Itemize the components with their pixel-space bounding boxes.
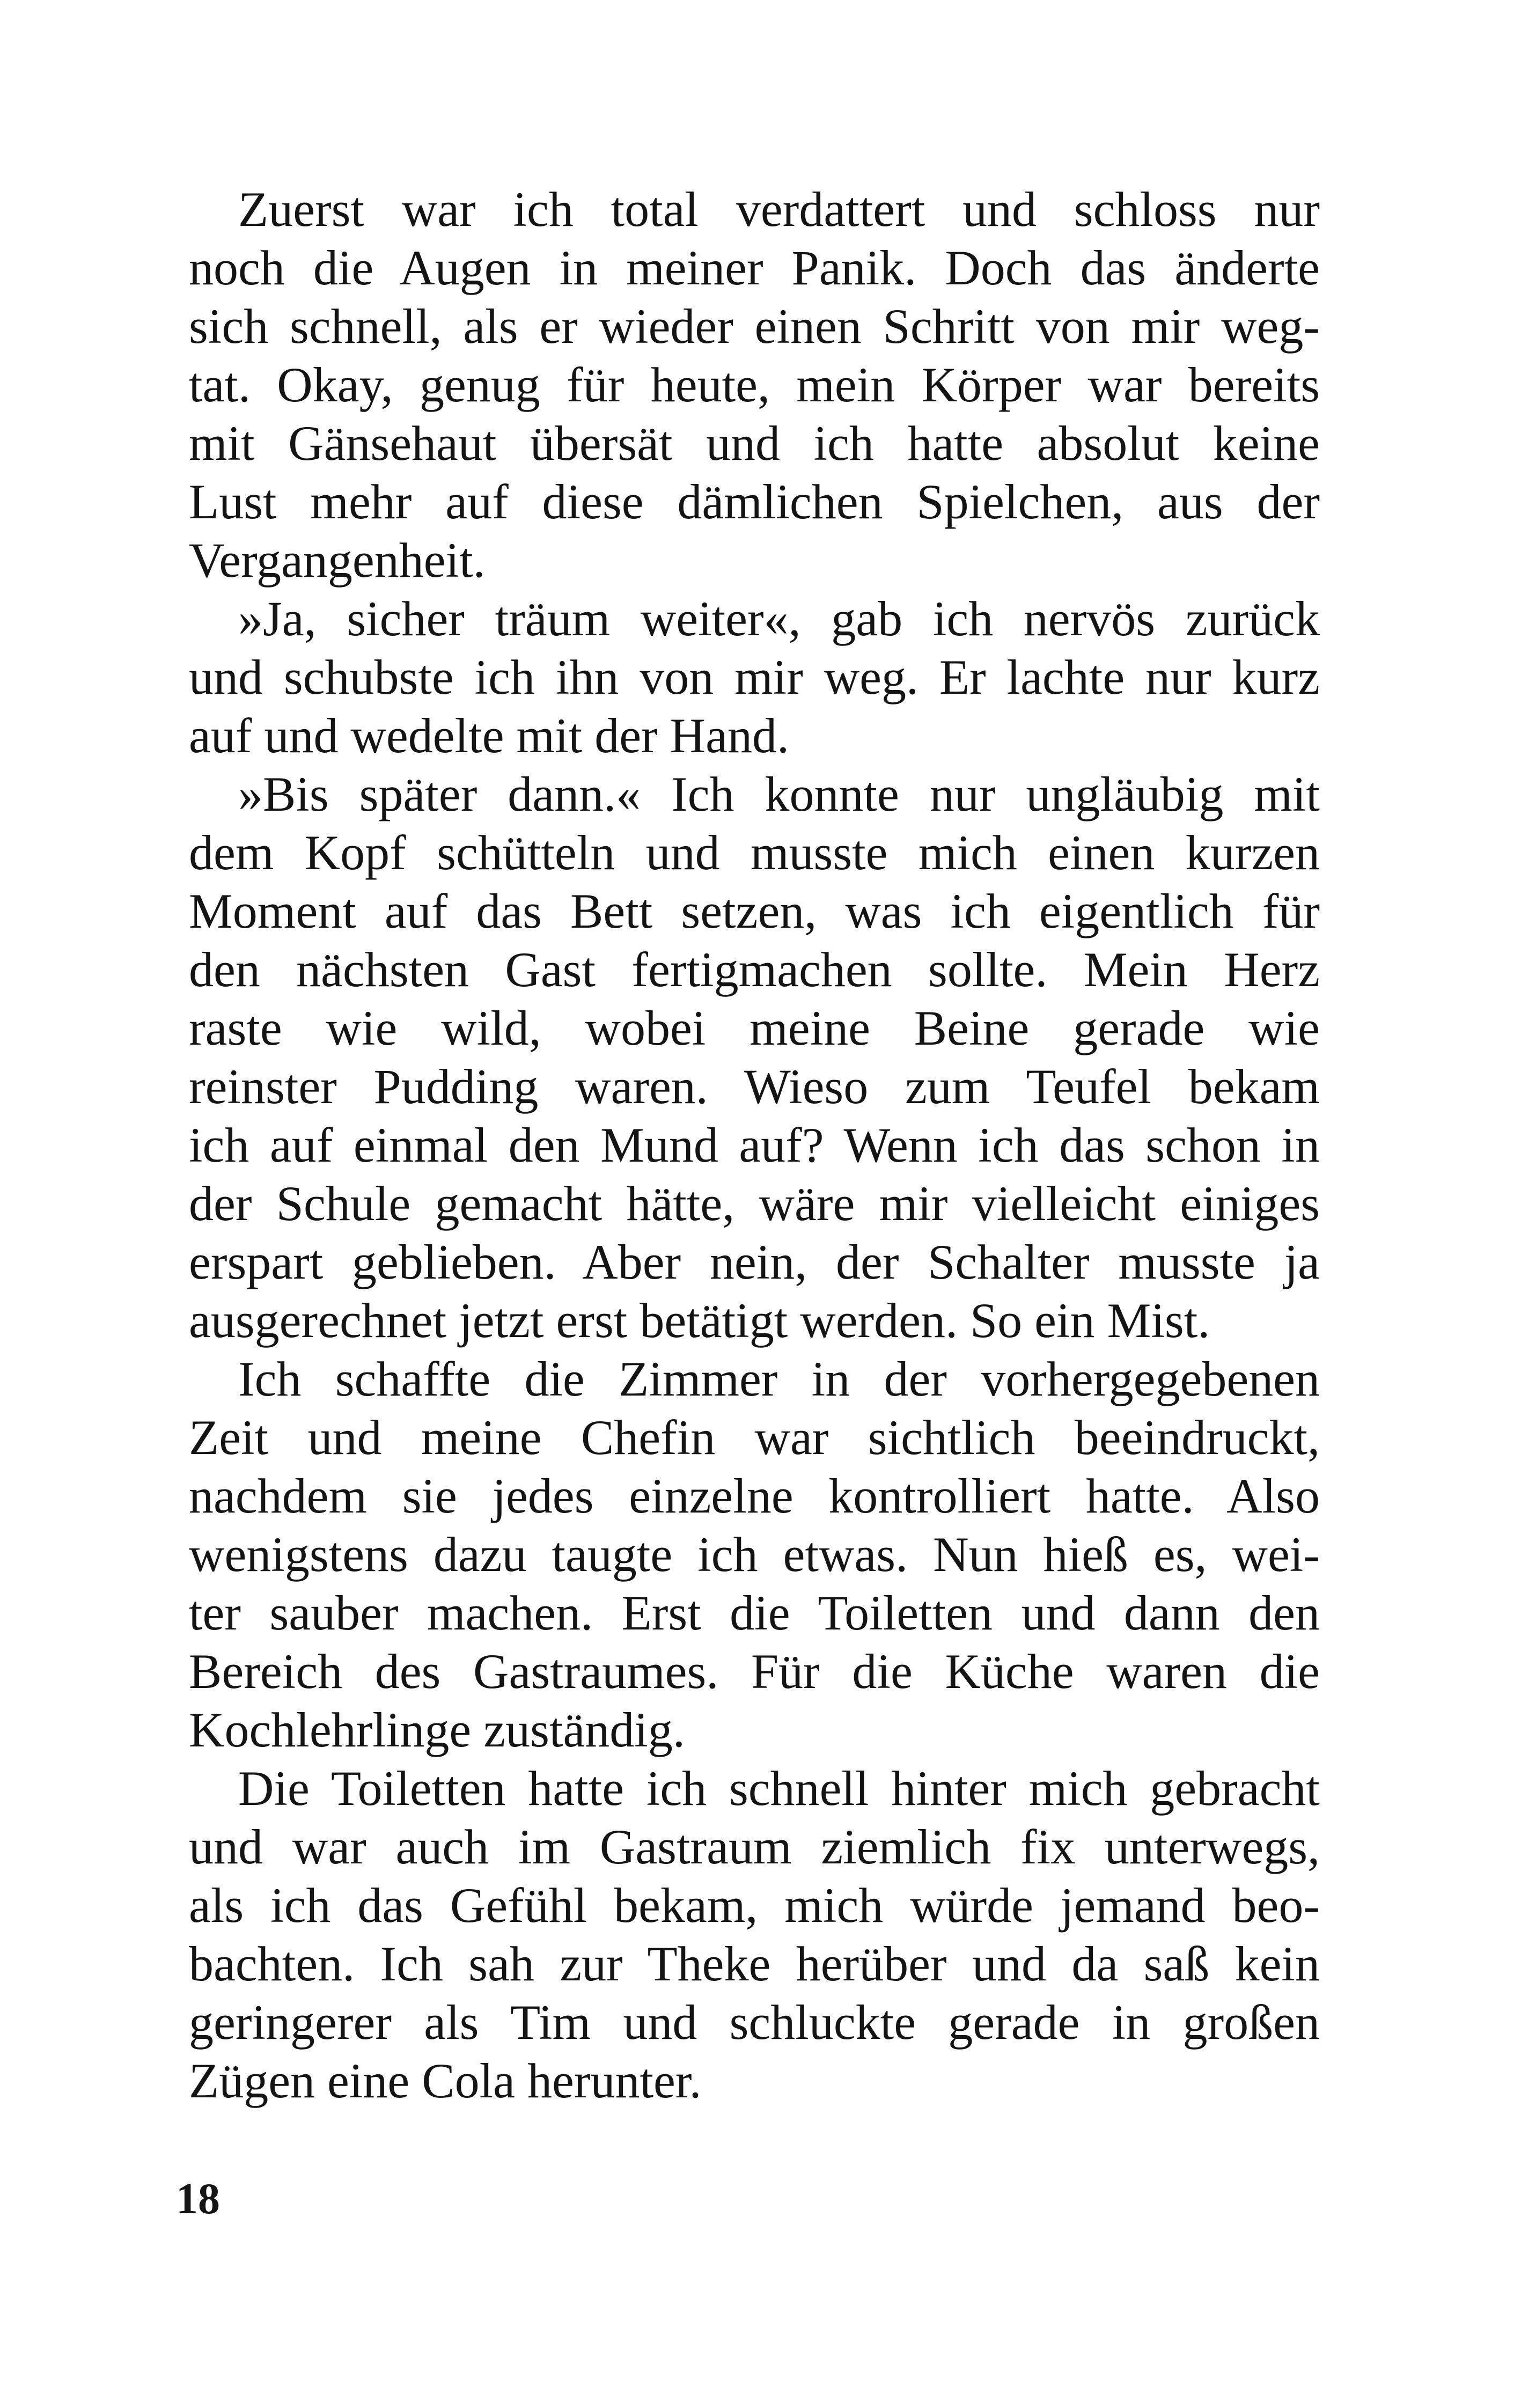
text-line: Bereich des Gastraumes. Für die Küche waren die: [189, 1644, 1320, 1699]
text-line: »Bis später dann.« Ich konnte nur ungläubig mit: [238, 767, 1320, 821]
text-line: Zeit und meine Chefin war sichtlich beeindruckt,: [189, 1410, 1320, 1465]
text-line: auf und wedelte mit der Hand.: [189, 708, 789, 763]
text-line: »Ja, sicher träum weiter«, gab ich nervös zurück: [238, 591, 1320, 646]
text-line: ausgerechnet jetzt erst betätigt werden. So ein Mist.: [189, 1293, 1210, 1348]
text-line: dem Kopf schütteln und musste mich einen kurzen: [189, 825, 1320, 880]
text-line: und war auch im Gastraum ziemlich fix unterwegs,: [189, 1819, 1320, 1874]
text-line: reinster Pudding waren. Wieso zum Teufel bekam: [189, 1059, 1320, 1114]
page-number: 18: [176, 2174, 220, 2223]
text-line: und schubste ich ihn von mir weg. Er lachte nur kurz: [189, 650, 1320, 704]
text-line: als ich das Gefühl bekam, mich würde jemand beo-: [189, 1878, 1320, 1933]
text-line: Lust mehr auf diese dämlichen Spielchen, aus der: [189, 474, 1320, 529]
text-line: Die Toiletten hatte ich schnell hinter mich gebracht: [238, 1761, 1320, 1816]
text-line: ich auf einmal den Mund auf? Wenn ich das schon in: [189, 1118, 1320, 1172]
text-line: Zuerst war ich total verdattert und schloss nur: [238, 182, 1320, 237]
text-line: erspart geblieben. Aber nein, der Schalter musste ja: [189, 1235, 1320, 1289]
body-text: [189, 180, 1320, 2110]
text-line: Kochlehrlinge zuständig.: [189, 1702, 685, 1757]
text-line: mit Gänsehaut übersät und ich hatte absolut keine: [189, 416, 1320, 471]
text-line: raste wie wild, wobei meine Beine gerade wie: [189, 1001, 1320, 1055]
text-line: Vergangenheit.: [189, 533, 486, 588]
text-line: wenigstens dazu taugte ich etwas. Nun hieß es, wei-: [189, 1527, 1320, 1582]
text-line: sich schnell, als er wieder einen Schritt von mir weg-: [189, 299, 1320, 354]
text-line: Ich schaffte die Zimmer in der vorhergegebenen: [238, 1352, 1320, 1406]
text-line: Moment auf das Bett setzen, was ich eigentlich für: [189, 884, 1320, 938]
text-line: ter sauber machen. Erst die Toiletten und dann den: [189, 1585, 1320, 1640]
text-line: tat. Okay, genug für heute, mein Körper war bereits: [189, 357, 1320, 412]
text-line: der Schule gemacht hätte, wäre mir vielleicht einiges: [189, 1176, 1320, 1231]
text-line: geringerer als Tim und schluckte gerade in großen: [189, 1995, 1320, 2050]
text-line: den nächsten Gast fertigmachen sollte. Mein Herz: [189, 942, 1320, 997]
text-line: nachdem sie jedes einzelne kontrolliert hatte. Also: [189, 1469, 1320, 1523]
text-line: bachten. Ich sah zur Theke herüber und da saß kein: [189, 1936, 1320, 1991]
text-line: noch die Augen in meiner Panik. Doch das änderte: [189, 240, 1320, 295]
text-line: Zügen eine Cola herunter.: [189, 2053, 702, 2108]
